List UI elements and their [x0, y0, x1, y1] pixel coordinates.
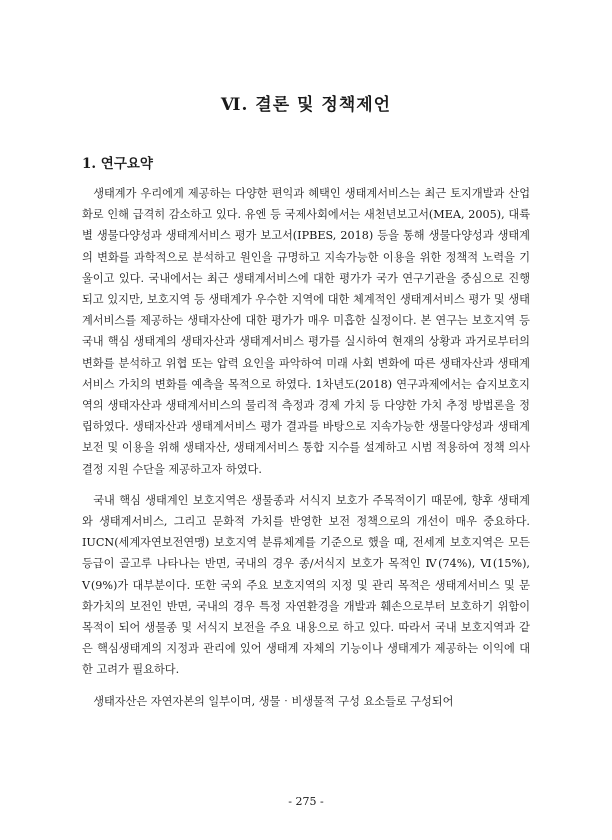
paragraph-2: 국내 핵심 생태계인 보호지역은 생물종과 서식지 보호가 주목적이기 때문에, 향후 생태계와 생태계서비스, 그리고 문화적 가치를 반영한 보전 정책으로의 개선이 매우 중요하다. IUCN(세계자연보전연맹) 보호지역 분류체계를 기준으로 했을 때, 전세계 보호지역은 모든 등급이 골고루 나타나는 반면, 국내의 경우 종/서식지 보호가 목적인 Ⅳ(74%), Ⅵ(15%), Ⅴ(9%)가 대부분이다. 또한 국외 주요 보호지역의 지정 및 관리 목적은 생태계서비스 및 문화가치의 보전인 반면, 국내의 경우 특정 자연환경을 개발과 훼손으로부터 보호하기 위함이 목적이 되어 생물종 및 서식지 보전을 주요 내용으로 하고 있다. 따라서 국내 보호지역과 같은 핵심생태계의 지정과 관리에 있어 생태계 자체의 기능이나 생태계가 제공하는 이익에 대한 고려가 필요하다. — [82, 493, 530, 677]
section-heading: 1. 연구요약 — [82, 156, 153, 172]
paragraph-1: 생태계가 우리에게 제공하는 다양한 편익과 혜택인 생태계서비스는 최근 토지개발과 산업화로 인해 급격히 감소하고 있다. 유엔 등 국제사회에서는 새천년보고서(MEA, 2005), 대륙별 생물다양성과 생태계서비스 평가 보고서(IPBES, 2018) 등을 통해 생물다양성과 생태계의 변화를 과학적으로 분석하고 원인을 규명하고 지속가능한 이용을 위한 정책적 노력을 기울이고 있다. 국내에서는 최근 생태계서비스에 대한 평가가 국가 연구기관을 중심으로 진행되고 있지만, 보호지역 등 생태계가 우수한 지역에 대한 체계적인 생태계서비스 평가 및 생태계서비스를 제공하는 생태자산에 대한 평가가 매우 미흡한 실정이다. 본 연구는 보호지역 등 국내 핵심 생태계의 생태자산과 생태계서비스 평가를 실시하여 현재의 상황과 과거로부터의 변화를 분석하고 위협 또는 압력 요인을 파악하여 미래 사회 변화에 따른 생태자산과 생태계서비스 가치의 변화를 예측을 목적으로 하였다. 1차년도(2018) 연구과제에서는 습지보호지역의 생태자산과 생태계서비스의 물리적 측정과 경제 가치 등 다양한 가치 추정 방법론을 정립하였다. 생태자산과 생태계서비스 평가 결과를 바탕으로 지속가능한 생물다양성과 생태계 보전 및 이용을 위해 생태자산, 생태계서비스 통합 지수를 설계하고 시범 적용하여 정책 의사결정 지원 수단을 제공하고자 하였다. — [82, 187, 530, 476]
body-text — [82, 183, 530, 712]
page-number: - 275 - — [288, 795, 324, 808]
paragraph-3: 생태자산은 자연자본의 일부이며, 생물‧비생물적 구성 요소들로 구성되어 — [93, 694, 454, 708]
chapter-title: Ⅵ. 결론 및 정책제언 — [220, 95, 392, 115]
